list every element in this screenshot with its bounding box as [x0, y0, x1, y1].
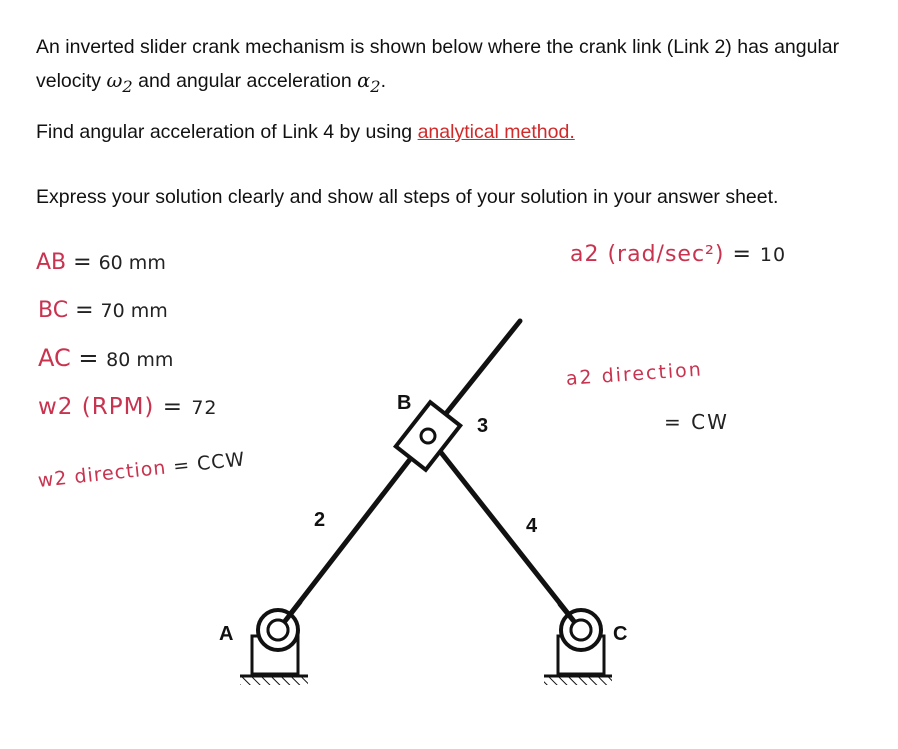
w2-value: 72: [191, 397, 218, 419]
w2-direction-equals: =: [172, 454, 192, 478]
a2-label: a2 (rad/sec²): [570, 242, 725, 267]
problem-line-1-end: .: [380, 70, 387, 92]
ab-label: AB: [36, 250, 67, 275]
alpha-symbol: α: [357, 69, 371, 92]
label-point-a: A: [219, 623, 234, 645]
given-a2-direction: a2 direction: [565, 358, 704, 390]
ac-equals: =: [78, 344, 99, 372]
instructions: Express your solution clearly and show all steps of your solution in your answer sheet.: [36, 186, 779, 208]
ac-value: 80 mm: [106, 349, 174, 371]
task-text: Find angular acceleration of Link 4 by using: [36, 121, 418, 143]
ac-label: AC: [38, 344, 71, 372]
w2-label: w2 (RPM): [38, 394, 155, 420]
omega-symbol: ω: [106, 69, 123, 92]
pin-b: [421, 429, 435, 443]
bc-value: 70 mm: [100, 300, 168, 322]
link-4: [428, 436, 581, 630]
ab-value: 60 mm: [98, 252, 166, 274]
label-link-3: 3: [477, 415, 489, 437]
analytical-method-link[interactable]: analytical method.: [417, 121, 575, 143]
given-a2-direction-value: = CW: [664, 410, 729, 434]
bc-equals: =: [75, 298, 94, 323]
link-4-guide-hidden: [520, 321, 581, 630]
problem-line-1-text: An inverted slider crank mechanism is shown below where the crank link (Link 2) has angular velocity: [36, 36, 840, 92]
label-point-c: C: [613, 623, 628, 645]
ab-equals: =: [73, 250, 92, 275]
w2-direction-value: CCW: [195, 448, 247, 476]
w2-equals: =: [162, 394, 183, 420]
alpha-subscript: 2: [370, 76, 381, 96]
a2-equals: =: [732, 242, 752, 267]
label-point-b: B: [397, 392, 412, 414]
label-link-2: 2: [314, 509, 326, 531]
bc-label: BC: [38, 298, 69, 323]
label-link-4: 4: [526, 515, 538, 537]
omega-subscript: 2: [122, 76, 133, 96]
w2-direction-label: w2 direction: [36, 456, 168, 492]
problem-line-1-mid: and angular acceleration: [132, 70, 358, 92]
a2-value: 10: [759, 244, 787, 266]
